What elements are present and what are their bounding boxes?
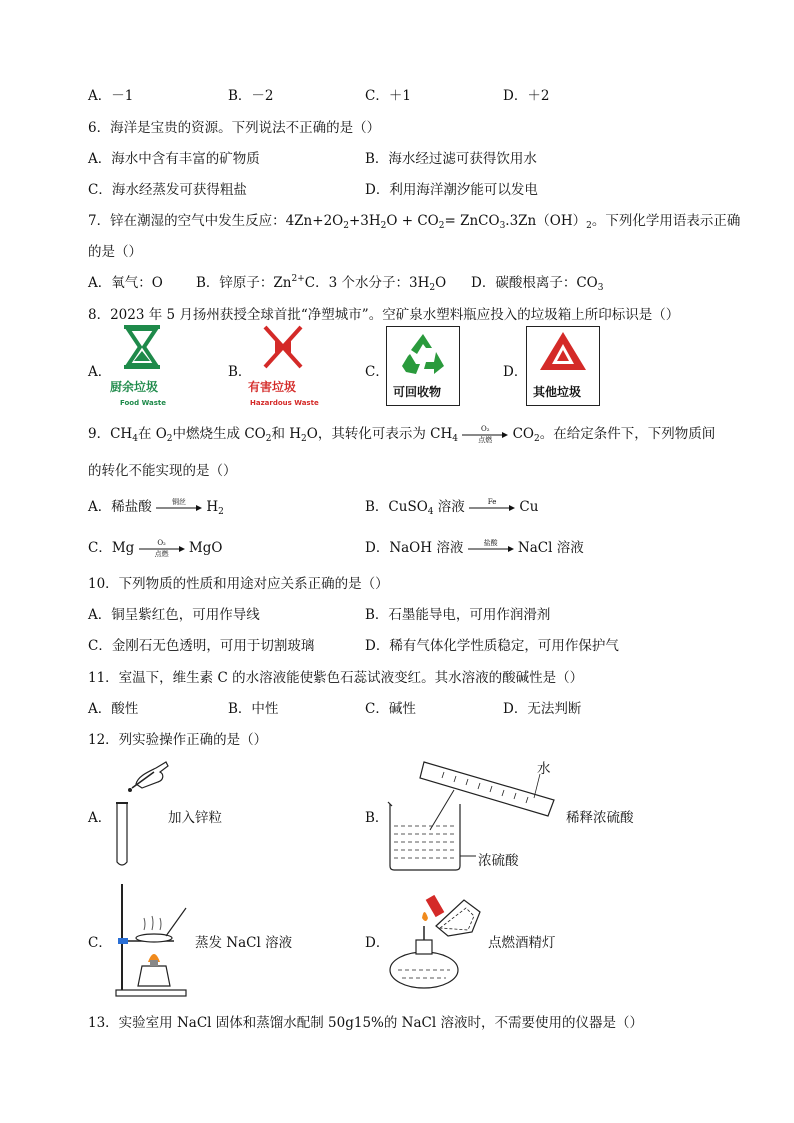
food-waste-label: 厨余垃圾 bbox=[110, 380, 159, 394]
q11-option-b[interactable]: B．中性 bbox=[228, 701, 279, 717]
food-waste-en: Food Waste bbox=[120, 399, 167, 407]
q7-stem: 7．锌在潮湿的空气中发生反应：$4Zn+2O_2+3H_2O + CO_2=$ $ZnCO_3.3Zn(OH)_2$。下列化学用语表示正确 bbox=[88, 213, 741, 231]
q7-option-a[interactable]: A．氧气：O bbox=[88, 275, 163, 291]
q9-option-c[interactable]: C．Mg O₂ 点燃 MgO bbox=[88, 538, 223, 558]
q6-option-a[interactable]: A．海水中含有丰富的矿物质 bbox=[88, 151, 260, 167]
q9-a-arrow: 铜丝 bbox=[156, 501, 202, 515]
q9-option-d[interactable]: D．NaOH 溶液 盐酸 NaCl 溶液 bbox=[365, 538, 584, 556]
other-waste-label: 其他垃圾 bbox=[533, 385, 582, 399]
hazardous-waste-label: 有害垃圾 bbox=[248, 380, 297, 394]
hazardous-waste-logo bbox=[248, 323, 318, 413]
q12-acid-label: 浓硫酸 bbox=[478, 853, 519, 869]
recyclable-logo bbox=[386, 326, 460, 406]
q7-option-b-c[interactable]: B．锌原子：$Zn^{2+}C$．3 个水分子：$3H_2O$ bbox=[196, 274, 447, 293]
q9-reaction-arrow: O₂ 点燃 bbox=[462, 428, 508, 442]
other-waste-logo bbox=[526, 326, 600, 406]
q9-stem-line2: 的转化不能实现的是（） bbox=[88, 463, 237, 479]
q5-option-c[interactable]: C．＋1 bbox=[365, 88, 411, 104]
q10-option-b[interactable]: B．石墨能导电，可用作润滑剂 bbox=[365, 607, 551, 623]
q10-stem: 10．下列物质的性质和用途对应关系正确的是（） bbox=[88, 576, 389, 592]
hazardous-waste-en: Hazardous Waste bbox=[250, 399, 319, 407]
q9-stem: 9．$CH_4$在 $O_2$中燃烧生成 $CO_2$和 $H_2O$，其转化可表示为 $CH_4$ O₂ 点燃 $CO_2$。在给定条件下，下列物质间 bbox=[88, 424, 716, 444]
q8-option-c-label[interactable]: C． bbox=[365, 364, 389, 380]
q6-option-b[interactable]: B．海水经过滤可获得饮用水 bbox=[365, 151, 537, 167]
q9-option-a[interactable]: A．稀盐酸 铜丝 $H_2$ bbox=[88, 497, 224, 517]
q12-b-caption: 稀释浓硫酸 bbox=[566, 810, 634, 826]
food-waste-logo bbox=[112, 323, 172, 413]
q12-stem: 12．列实验操作正确的是（） bbox=[88, 732, 268, 748]
q13-stem: 13．实验室用 NaCl 固体和蒸馏水配制 50g15%的 NaCl 溶液时，不需要使用的仪器是（） bbox=[88, 1015, 643, 1031]
q5-option-b[interactable]: B．－2 bbox=[228, 88, 274, 104]
recyclable-label: 可回收物 bbox=[393, 385, 442, 399]
q7-option-d[interactable]: D．碳酸根离子：$CO_3$ bbox=[471, 275, 604, 293]
q8-option-b-label[interactable]: B． bbox=[228, 364, 252, 380]
light-alcohol-lamp-figure bbox=[384, 886, 484, 998]
q11-option-a[interactable]: A．酸性 bbox=[88, 701, 139, 717]
q9-c-arrow: O₂ 点燃 bbox=[139, 542, 185, 556]
q9-option-b[interactable]: B．CuSO$_4$ 溶液 Fe Cu bbox=[365, 497, 539, 517]
q12-d-caption: 点燃酒精灯 bbox=[488, 935, 556, 951]
q8-option-d-label[interactable]: D． bbox=[503, 364, 528, 380]
q11-option-d[interactable]: D．无法判断 bbox=[503, 701, 582, 717]
q12-option-d-label[interactable]: D． bbox=[365, 935, 390, 951]
q12-c-caption: 蒸发 NaCl 溶液 bbox=[195, 935, 293, 951]
q6-option-d[interactable]: D．利用海洋潮汐能可以发电 bbox=[365, 182, 538, 198]
q10-option-a[interactable]: A．铜呈紫红色，可用作导线 bbox=[88, 607, 260, 623]
q11-stem: 11．室温下，维生素 C 的水溶液能使紫色石蕊试液变红。其水溶液的酸碱性是（） bbox=[88, 670, 584, 686]
q12-a-caption: 加入锌粒 bbox=[168, 810, 222, 826]
q6-option-c[interactable]: C．海水经蒸发可获得粗盐 bbox=[88, 182, 247, 198]
q6-stem: 6．海洋是宝贵的资源。下列说法不正确的是（） bbox=[88, 120, 381, 136]
q5-option-d[interactable]: D．＋2 bbox=[503, 88, 550, 104]
q8-option-a-label[interactable]: A． bbox=[88, 364, 112, 380]
q12-option-b-label[interactable]: B． bbox=[365, 810, 389, 826]
q5-option-a[interactable]: A．－1 bbox=[88, 88, 134, 104]
q8-stem: 8．2023 年 5 月扬州获授全球首批“净塑城市”。空矿泉水塑料瓶应投入的垃圾箱上所印标识是（） bbox=[88, 307, 680, 323]
q12-water-label: 水 bbox=[537, 761, 551, 777]
evaporation-figure bbox=[104, 880, 194, 1004]
q10-option-d[interactable]: D．稀有气体化学性质稳定，可用作保护气 bbox=[365, 638, 619, 654]
q9-d-arrow: 盐酸 bbox=[468, 542, 514, 556]
q9-b-arrow: Fe bbox=[469, 501, 515, 515]
q12-option-c-label[interactable]: C． bbox=[88, 935, 112, 951]
q11-option-c[interactable]: C．碱性 bbox=[365, 701, 416, 717]
q10-option-c[interactable]: C．金刚石无色透明，可用于切割玻璃 bbox=[88, 638, 315, 654]
q7-stem-line2: 的是（） bbox=[88, 244, 142, 260]
q12-option-a-label[interactable]: A． bbox=[88, 810, 112, 826]
